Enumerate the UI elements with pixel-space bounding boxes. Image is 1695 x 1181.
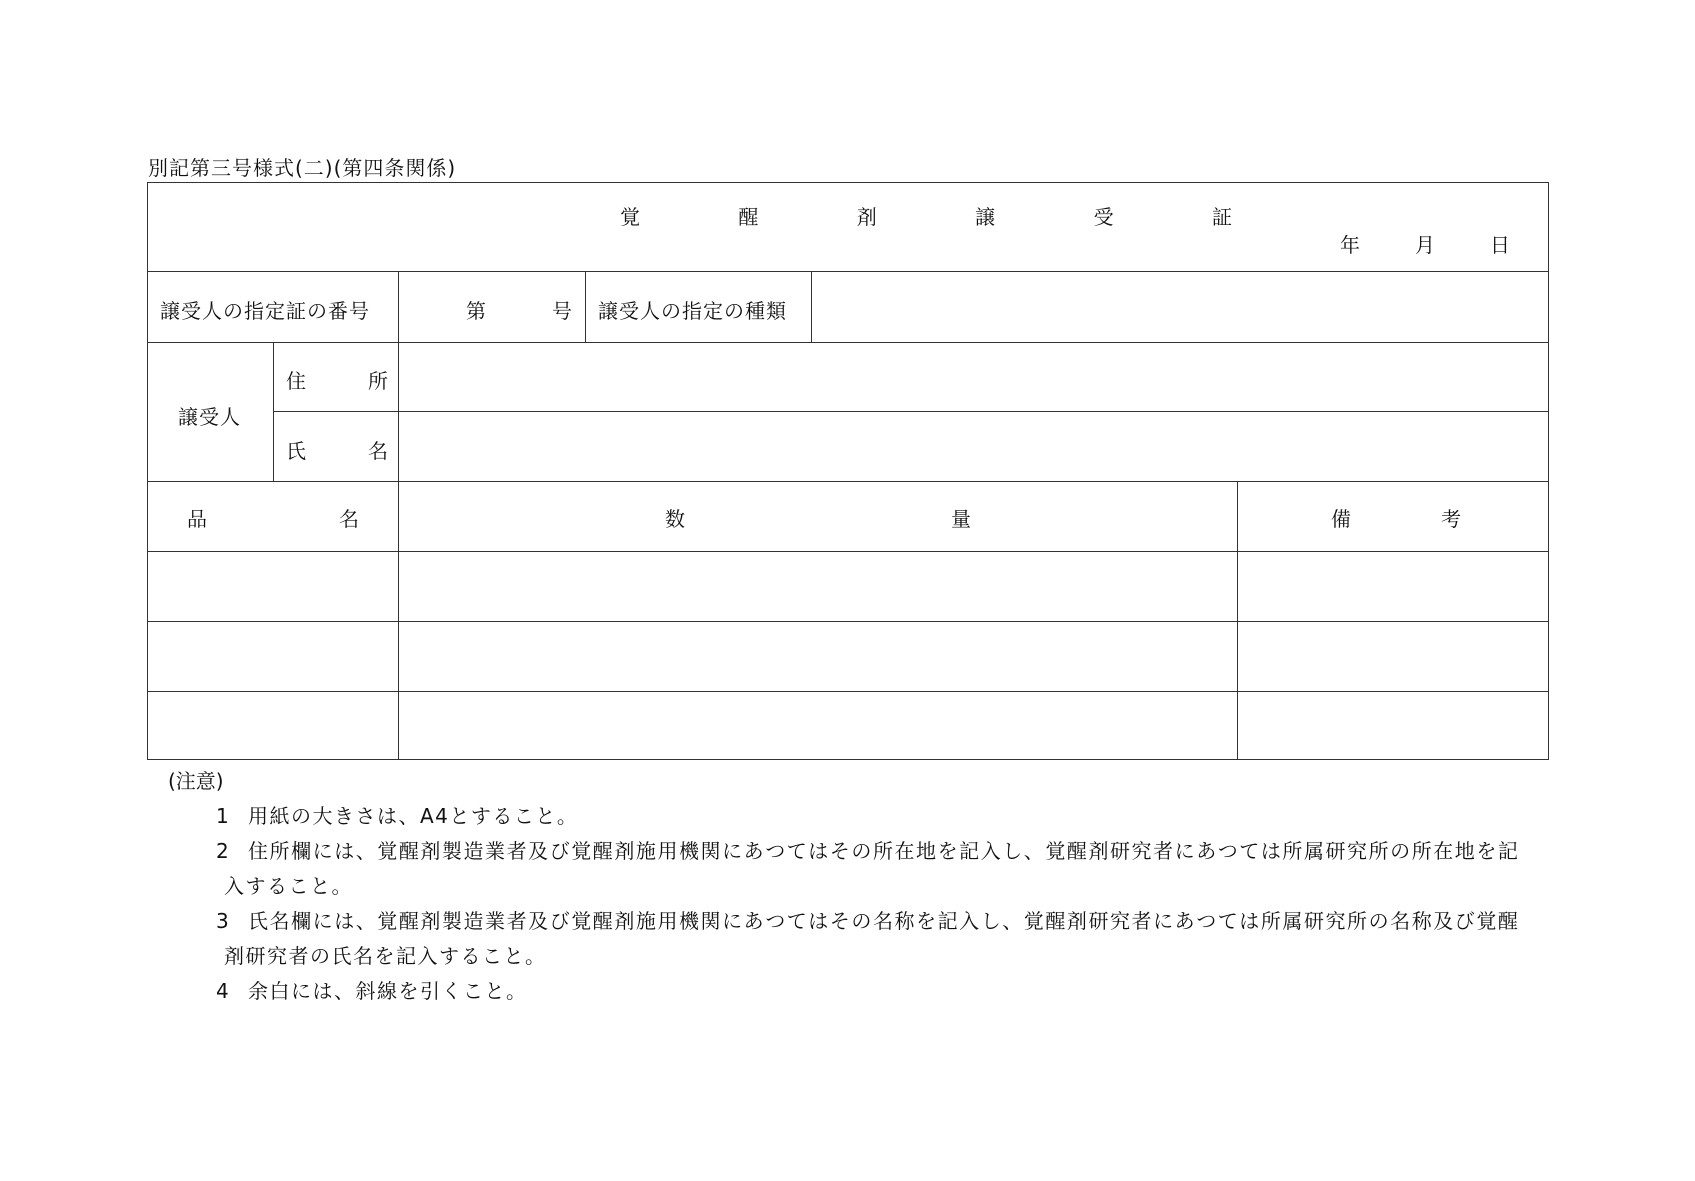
note-text: 住所欄には、覚醒剤製造業者及び覚醒剤施用機関にあつてはその所在地を記入し、覚醒剤研究者にあつては所属研究所の所在地を記 xyxy=(248,839,1520,863)
notes-heading: (注意) xyxy=(168,769,224,793)
header-char: 考 xyxy=(1441,507,1461,531)
name-char: 氏 xyxy=(286,439,306,463)
title-char: 証 xyxy=(1211,205,1232,229)
note-text: 氏名欄には、覚醒剤製造業者及び覚醒剤施用機関にあつてはその名称を記入し、覚醒剤研究者にあつては所属研究所の名称及び覚醒 xyxy=(248,909,1520,933)
note-text: 剤研究者の氏名を記入すること。 xyxy=(224,944,547,968)
row-divider xyxy=(148,551,1548,552)
header-char: 備 xyxy=(1331,507,1351,531)
quantity-cell[interactable] xyxy=(412,645,1224,669)
title-char: 醒 xyxy=(738,205,759,229)
row-divider xyxy=(273,411,1548,412)
quantity-cell[interactable] xyxy=(412,575,1224,599)
col-divider xyxy=(585,271,586,342)
note-number: 4 xyxy=(216,979,229,1003)
certificate-number-field[interactable] xyxy=(466,295,572,324)
quantity-cell[interactable] xyxy=(412,715,1224,739)
header-char: 数 xyxy=(665,507,685,531)
designation-type-label: 譲受人の指定の種類 xyxy=(598,299,787,323)
transferee-label: 譲受人 xyxy=(178,405,241,429)
designation-type-field[interactable] xyxy=(826,295,1526,319)
date-month-label: 月 xyxy=(1415,233,1435,257)
col-divider xyxy=(398,271,399,759)
title-char: 譲 xyxy=(975,205,996,229)
address-char: 所 xyxy=(368,369,388,393)
col-divider xyxy=(811,271,812,342)
row-divider xyxy=(148,621,1548,622)
form-title xyxy=(620,201,1232,230)
name-label xyxy=(286,435,388,464)
title-char: 受 xyxy=(1093,205,1114,229)
note-text: 余白には、斜線を引くこと。 xyxy=(248,979,528,1003)
row-divider xyxy=(148,271,1548,272)
note-number: 1 xyxy=(216,804,229,828)
name-field[interactable] xyxy=(412,435,1532,459)
item-cell[interactable] xyxy=(160,645,386,669)
note-text: 入すること。 xyxy=(224,874,353,898)
address-field[interactable] xyxy=(412,365,1532,389)
header-char: 量 xyxy=(951,507,971,531)
remarks-cell[interactable] xyxy=(1250,715,1536,739)
item-cell[interactable] xyxy=(160,575,386,599)
note-number: 3 xyxy=(216,909,229,933)
date-field[interactable] xyxy=(1340,229,1510,258)
number-prefix: 第 xyxy=(466,299,486,323)
remarks-cell[interactable] xyxy=(1250,575,1536,599)
address-char: 住 xyxy=(286,369,306,393)
name-char: 名 xyxy=(368,439,388,463)
date-year-label: 年 xyxy=(1340,233,1360,257)
row-divider xyxy=(148,691,1548,692)
note-text: 用紙の大きさは、A4とすること。 xyxy=(248,804,579,828)
address-label xyxy=(286,365,388,394)
item-name-header xyxy=(187,503,359,532)
title-char: 剤 xyxy=(856,205,877,229)
quantity-header xyxy=(665,503,971,532)
col-divider xyxy=(1237,481,1238,759)
row-divider xyxy=(148,342,1548,343)
remarks-header xyxy=(1331,503,1461,532)
number-suffix: 号 xyxy=(552,299,572,323)
header-char: 名 xyxy=(339,507,359,531)
note-number: 2 xyxy=(216,839,229,863)
certificate-number-label: 譲受人の指定証の番号 xyxy=(160,299,370,323)
header-char: 品 xyxy=(187,507,207,531)
stimulant-transfer-certificate-form xyxy=(147,182,1549,760)
row-divider xyxy=(148,481,1548,482)
date-day-label: 日 xyxy=(1490,233,1510,257)
item-cell[interactable] xyxy=(160,715,386,739)
title-char: 覚 xyxy=(620,205,640,229)
col-divider xyxy=(273,342,274,481)
form-label: 別記第三号様式(二)(第四条関係) xyxy=(148,156,457,180)
remarks-cell[interactable] xyxy=(1250,645,1536,669)
